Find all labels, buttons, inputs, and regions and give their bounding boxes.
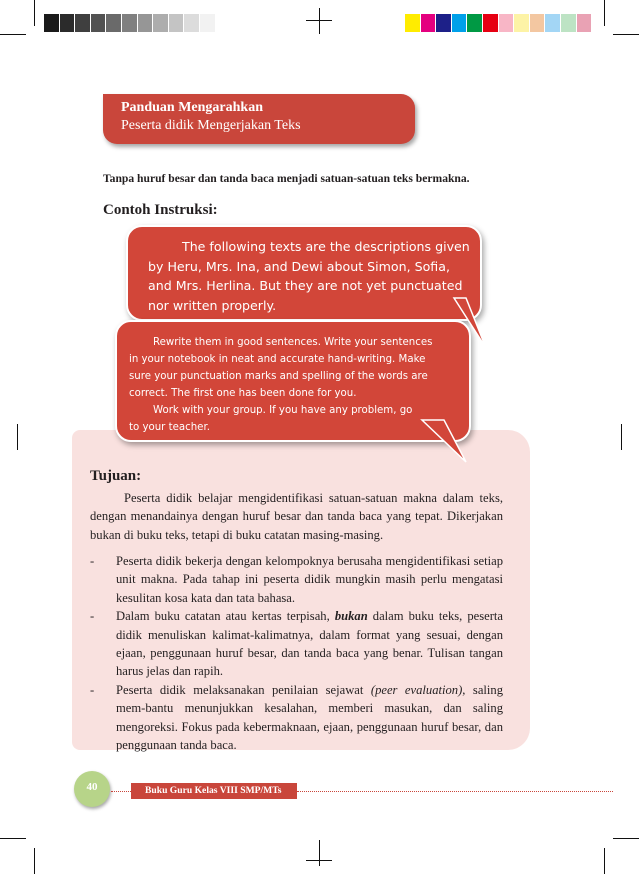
intro-text: Tanpa huruf besar dan tanda baca menjadi satuan-satuan teks bermakna. — [103, 172, 470, 185]
tujuan-list — [90, 552, 503, 754]
cmyk-swatch — [436, 14, 452, 32]
crop-mark-top-right-v — [604, 0, 605, 26]
crop-mark-top-center-v — [319, 8, 320, 34]
cmyk-color-bar — [405, 14, 592, 32]
crop-mark-top-right-h — [613, 34, 639, 35]
speech-bubble-2-tail — [420, 418, 470, 466]
list-item-text-after: dalam buku teks, peserta didik menuliskan kalimat-kalimatnya, dalam format yang sesuai, dengan ejaan, penggunaan huruf besar, dan tanda baca yang benar. Tulisan tangan harus jelas dan rapih. — [116, 609, 503, 679]
bubble2-line5: Work with your group. If you have any problem, go — [153, 405, 413, 416]
cmyk-swatch — [405, 14, 421, 32]
crop-mark-bottom-left-h — [0, 838, 26, 839]
grayscale-swatch — [200, 14, 216, 32]
cmyk-swatch — [530, 14, 546, 32]
speech-bubble-1 — [126, 225, 482, 321]
footer-book-title-bar — [131, 783, 297, 799]
section-header-line1: Panduan Mengarahkan — [121, 100, 263, 115]
crop-mark-top-left-h — [0, 34, 26, 35]
cmyk-swatch — [514, 14, 530, 32]
bubble2-line3: sure your punctuation marks and spelling of the words are — [129, 371, 428, 382]
bubble2-line4: correct. The first one has been done for you. — [129, 388, 357, 399]
cmyk-swatch — [467, 14, 483, 32]
crop-mark-bottom-center-v — [319, 840, 320, 866]
grayscale-swatch — [44, 14, 60, 32]
bubble2-line6: to your teacher. — [129, 422, 210, 433]
crop-mark-bottom-right-v — [604, 848, 605, 874]
page-number: 40 — [86, 781, 98, 793]
speech-bubble-1-tail — [452, 296, 492, 356]
bubble1-line3: and Mrs. Herlina. But they are not yet punctuated — [148, 278, 463, 293]
list-item-text-before: Dalam buku catatan atau kertas terpisah, — [116, 609, 330, 624]
grayscale-swatch — [60, 14, 76, 32]
list-item-text-after: , saling mem-bantu menunjukkan kesalahan, memberi masukan, dan saling mengoreksi. Fokus pada kebermaknaan, ejaan, penggunaan huruf besar, dan penggunaan tanda baca. — [116, 682, 503, 753]
grayscale-swatch — [169, 14, 185, 32]
footer-book-title: Buku Guru Kelas VIII SMP/MTs — [145, 785, 282, 796]
list-item-text-before: Peserta didik melaksanakan penilaian sejawat — [116, 682, 364, 697]
grayscale-swatch — [75, 14, 91, 32]
section-header-line2: Peserta didik Mengerjakan Teks — [121, 118, 301, 133]
emphasis-bukan: bukan — [334, 609, 368, 624]
list-item: - Dalam buku catatan atau kertas terpisah, bukan dalam buku teks, peserta didik menuliskan kalimat-kalimatnya, dalam format yang sesuai, dengan ejaan, penggunaan huruf besar, dan tanda baca yang benar. Tulisan tangan harus jelas dan rapih. — [90, 609, 503, 679]
footer-dotted-line — [297, 791, 613, 792]
cmyk-swatch — [499, 14, 515, 32]
crop-mark-left-mid-v — [17, 424, 18, 450]
speech-bubble-1-text — [148, 237, 476, 315]
cmyk-swatch — [452, 14, 468, 32]
cmyk-swatch — [483, 14, 499, 32]
emphasis-peer-evaluation: (peer evaluation) — [370, 682, 463, 697]
grayscale-swatch — [153, 14, 169, 32]
grayscale-swatch — [184, 14, 200, 32]
grayscale-swatch — [106, 14, 122, 32]
contoh-instruksi-heading: Contoh Instruksi: — [103, 202, 218, 218]
footer-dotted-line-left — [111, 791, 131, 792]
cmyk-swatch — [577, 14, 593, 32]
bubble2-line2: in your notebook in neat and accurate hand-writing. Make — [129, 354, 426, 365]
tujuan-heading: Tujuan: — [90, 468, 142, 484]
tujuan-paragraph-text: Peserta didik belajar mengidentifikasi satuan-satuan makna dalam teks, dengan menandainya dengan huruf besar dan tanda baca yang tepat. Dikerjakan bukan di buku teks, tetapi di buku catatan masing-masing. — [90, 491, 503, 542]
tujuan-paragraph — [90, 489, 503, 544]
bubble1-line2: by Heru, Mrs. Ina, and Dewi about Simon, Sofia, — [148, 258, 450, 274]
grayscale-swatch — [122, 14, 138, 32]
bubble2-line1: Rewrite them in good sentences. Write your sentences — [153, 337, 433, 348]
crop-mark-bottom-left-v — [34, 848, 35, 874]
bubble1-line1: The following texts are the descriptions given — [182, 239, 470, 254]
crop-mark-bottom-right-h — [613, 838, 639, 839]
cmyk-swatch — [545, 14, 561, 32]
crop-mark-right-mid-v — [621, 424, 622, 450]
bubble1-line4: nor written properly. — [148, 297, 277, 313]
speech-bubble-2-text — [129, 334, 462, 436]
crop-mark-top-left-v — [34, 0, 35, 26]
grayscale-swatch — [91, 14, 107, 32]
cmyk-swatch — [421, 14, 437, 32]
list-item-text: Peserta didik bekerja dengan kelompoknya berusaha mengidentifikasi setiap unit makna. Pada tahap ini peserta didik mungkin masih perlu mengatasi kesulitan kosa kata dan tata bahasa. — [116, 554, 503, 605]
grayscale-swatch — [138, 14, 154, 32]
page-number-badge — [74, 771, 110, 807]
list-item: - Peserta didik melaksanakan penilaian sejawat (peer evaluation), saling mem-bantu menunjukkan kesalahan, memberi masukan, dan saling mengoreksi. Fokus pada kebermaknaan, ejaan, penggunaan huruf besar, dan penggunaan tanda baca. — [90, 682, 503, 753]
section-header-ribbon — [103, 94, 415, 144]
speech-bubble-2 — [115, 320, 471, 442]
grayscale-color-bar — [44, 14, 216, 32]
cmyk-swatch — [561, 14, 577, 32]
list-item: - Peserta didik bekerja dengan kelompoknya berusaha mengidentifikasi setiap unit makna. Pada tahap ini peserta didik mungkin masih perlu mengatasi kesulitan kosa kata dan tata bahasa. — [90, 554, 503, 605]
